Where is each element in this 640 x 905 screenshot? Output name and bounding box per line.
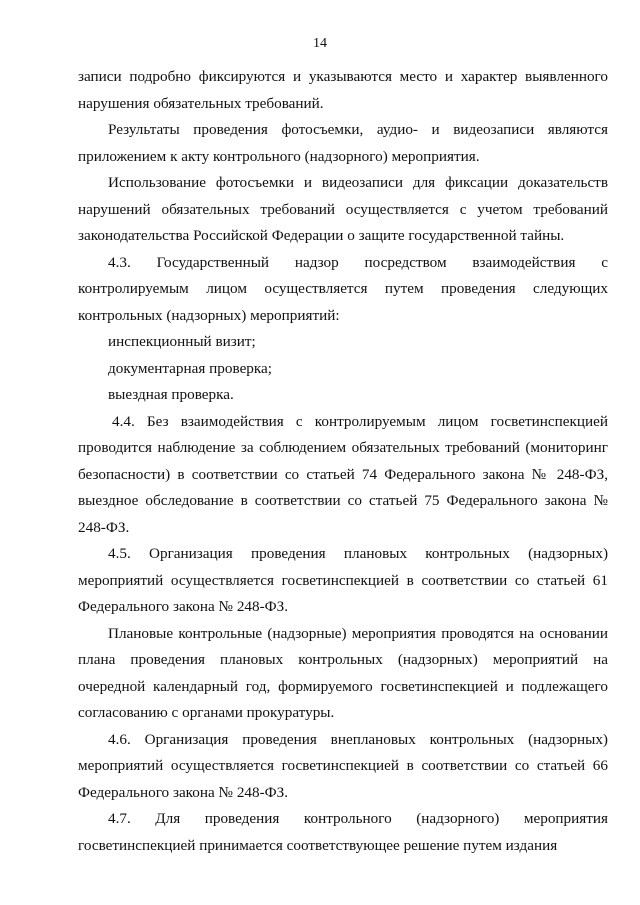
paragraph-continuation: записи подробно фиксируются и указываются место и характер выявленного нарушения обязательных требований. — [78, 68, 608, 112]
paragraph-4-6: 4.6. Организация проведения внеплановых контрольных (надзорных) мероприятий осуществляется госветинспекцией в соответствии со статьей 66 Федерального закона № 248-ФЗ. — [78, 730, 608, 801]
paragraph-4-3: 4.3. Государственный надзор посредством взаимодействия с контролируемым лицом осуществляется путем проведения следующих контрольных (надзорных) мероприятий: — [78, 253, 608, 324]
document-body — [78, 64, 608, 859]
paragraph-4-5: 4.5. Организация проведения плановых контрольных (надзорных) мероприятий осуществляется госветинспекцией в соответствии со статьей 61 Федерального закона № 248-ФЗ. — [78, 545, 608, 615]
list-item: инспекционный визит; — [108, 333, 256, 350]
list-item: выездная проверка. — [108, 386, 234, 403]
paragraph-photo-usage: Использование фотосъемки и видеозаписи для фиксации доказательств нарушений обязательных требований осуществляется с учетом требований законодательства Российской Федерации о защите государственной тайны. — [78, 174, 608, 244]
list-item: документарная проверка; — [108, 359, 273, 377]
paragraph-photo-results: Результаты проведения фотосъемки, аудио- и видеозаписи являются приложением к акту контрольного (надзорного) мероприятия. — [78, 121, 608, 165]
paragraph-4-7: 4.7. Для проведения контрольного (надзорного) мероприятия госветинспекцией принимается соответствующее решение путем издания — [78, 810, 608, 854]
page-number: 14 — [313, 36, 327, 51]
paragraph-planned-inspections: Плановые контрольные (надзорные) мероприятия проводятся на основании плана проведения плановых контрольных (надзорных) мероприятий на очередной календарный год, формируемого госветинспекцией и подлежащего согласованию с органами прокуратуры. — [78, 624, 608, 721]
paragraph-4-4: 4.4. Без взаимодействия с контролируемым лицом госветинспекцией проводится наблюдение за соблюдением обязательных требований (мониторинг безопасности) в соответствии со статьей 74 Федерального закона № 248-ФЗ, выездное обследование в соответствии со статьей 75 Федерального закона № 248-ФЗ. — [78, 412, 608, 536]
